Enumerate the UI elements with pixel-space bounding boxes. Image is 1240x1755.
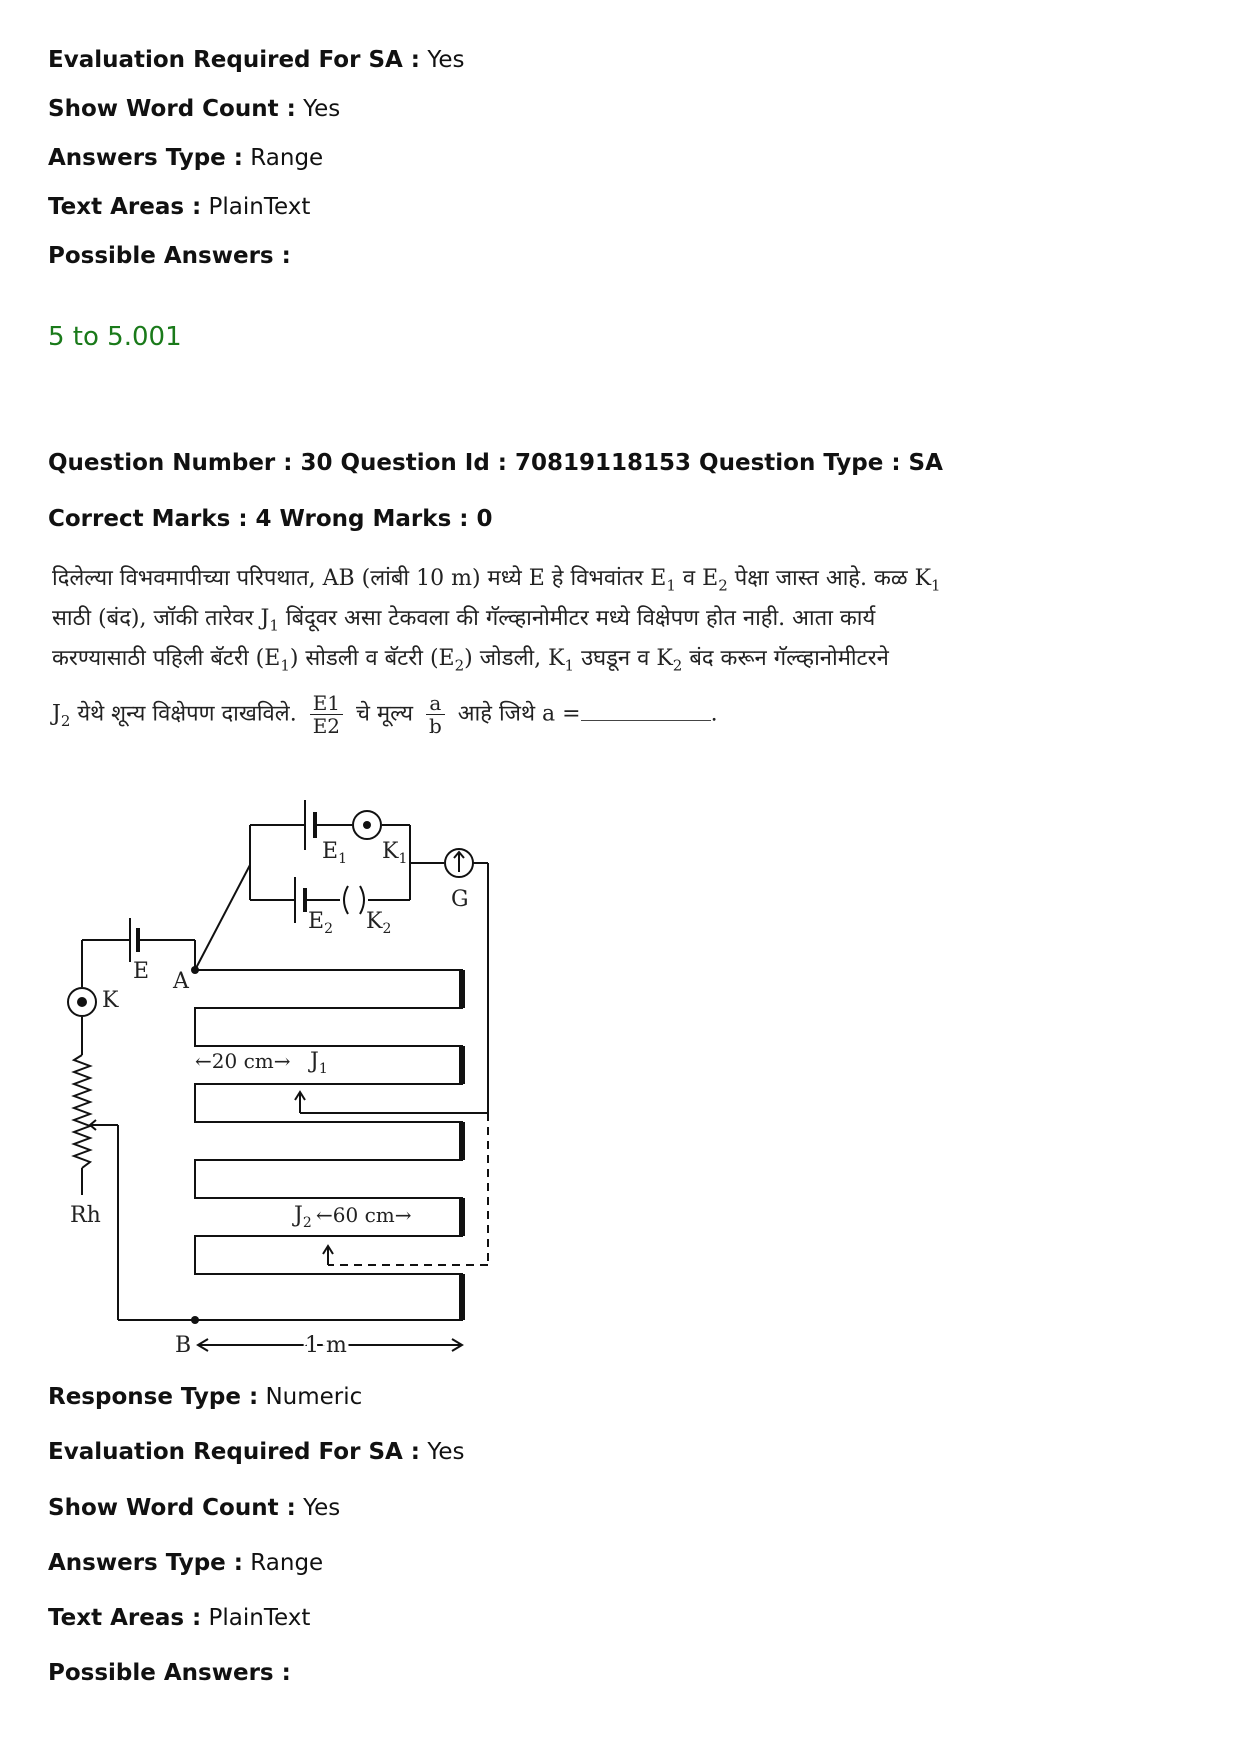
- answers-type-row-2: [48, 1548, 323, 1578]
- answers-type-label: Answers Type :: [48, 145, 243, 171]
- label-k2: $K_2$: [366, 909, 392, 937]
- possible-answer-value: 5 to 5.001: [48, 322, 182, 352]
- label-a: A: [173, 969, 189, 994]
- question-marks: Correct Marks : 4 Wrong Marks : 0: [48, 506, 493, 532]
- text-areas-label: Text Areas :: [48, 194, 202, 220]
- text-areas-value-2: PlainText: [208, 1605, 311, 1631]
- show-word-count-label-2: Show Word Count :: [48, 1495, 296, 1521]
- question-text-line-4: $J_2$ येथे शून्य विक्षेपण दाखविले. $\frac{E1}{E2}$ चे मूल्य $\frac{a}{b}$ आहे जिथे a = .: [52, 691, 718, 738]
- label-60cm: ←60 cm→: [316, 1203, 412, 1227]
- label-rh: Rh: [70, 1203, 101, 1228]
- label-k: K: [102, 988, 119, 1013]
- answers-type-label-2: Answers Type :: [48, 1550, 243, 1576]
- question-text-line-3: करण्यासाठी पहिली बॅटरी $(E_1)$ सोडली व बॅटरी $(E_2)$ जोडली, $K_1$ उघडून व $K_2$ बंद करून गॅल्व्हानोमीटरने: [52, 646, 889, 675]
- response-type-value: Numeric: [265, 1384, 363, 1410]
- show-word-count-value: Yes: [303, 96, 341, 122]
- answers-type-value-2: Range: [250, 1550, 324, 1576]
- show-word-count-row-2: [48, 1493, 340, 1523]
- label-20cm: ←20 cm→: [195, 1049, 291, 1073]
- show-word-count-label: Show Word Count :: [48, 96, 296, 122]
- response-type-label: Response Type :: [48, 1384, 259, 1410]
- text-areas-row-2: [48, 1603, 310, 1633]
- label-1m: 1 m: [305, 1333, 347, 1358]
- label-j1: $J_1$: [310, 1049, 328, 1077]
- label-j2: $J_2$: [294, 1203, 312, 1231]
- label-e2: $E_2$: [308, 909, 333, 937]
- eval-required-label: Evaluation Required For SA :: [48, 47, 421, 73]
- question-text-line-1: दिलेल्या विभवमापीच्या परिपथात, AB (लांबी 10 m) मध्ये E हे विभवांतर $E_1$ व $E_2$ पेक्षा जास्त आहे. कळ $K_1$: [52, 566, 941, 595]
- eval-required-label-2: Evaluation Required For SA :: [48, 1439, 421, 1465]
- question-header: Question Number : 30 Question Id : 70819118153 Question Type : SA: [48, 450, 943, 476]
- label-g: G: [451, 887, 469, 912]
- label-b: B: [175, 1333, 192, 1358]
- question-text-line-2: साठी (बंद), जॉकी तारेवर $J_1$ बिंदूवर असा टेकवला की गॅल्व्हानोमीटर मध्ये विक्षेपण होत नाही. आता कार्य: [52, 606, 876, 635]
- possible-answers-label-2: Possible Answers :: [48, 1660, 291, 1686]
- label-e: E: [133, 959, 150, 984]
- answers-type-value: Range: [250, 145, 324, 171]
- label-e1: $E_1$: [322, 839, 347, 867]
- eval-required-row-2: [48, 1437, 464, 1467]
- fraction-e1-e2: $\frac{E1}{E2}$: [310, 692, 343, 737]
- label-k1: $K_1$: [382, 839, 408, 867]
- response-type-row: [48, 1382, 362, 1412]
- fraction-a-b: $\frac{a}{b}$: [426, 692, 445, 737]
- possible-answers-row-2: [48, 1658, 291, 1688]
- eval-required-value-2: Yes: [427, 1439, 465, 1465]
- possible-answers-label: Possible Answers :: [48, 243, 291, 269]
- text-areas-label-2: Text Areas :: [48, 1605, 202, 1631]
- text-areas-value: PlainText: [208, 194, 311, 220]
- eval-required-value: Yes: [427, 47, 465, 73]
- show-word-count-value-2: Yes: [303, 1495, 341, 1521]
